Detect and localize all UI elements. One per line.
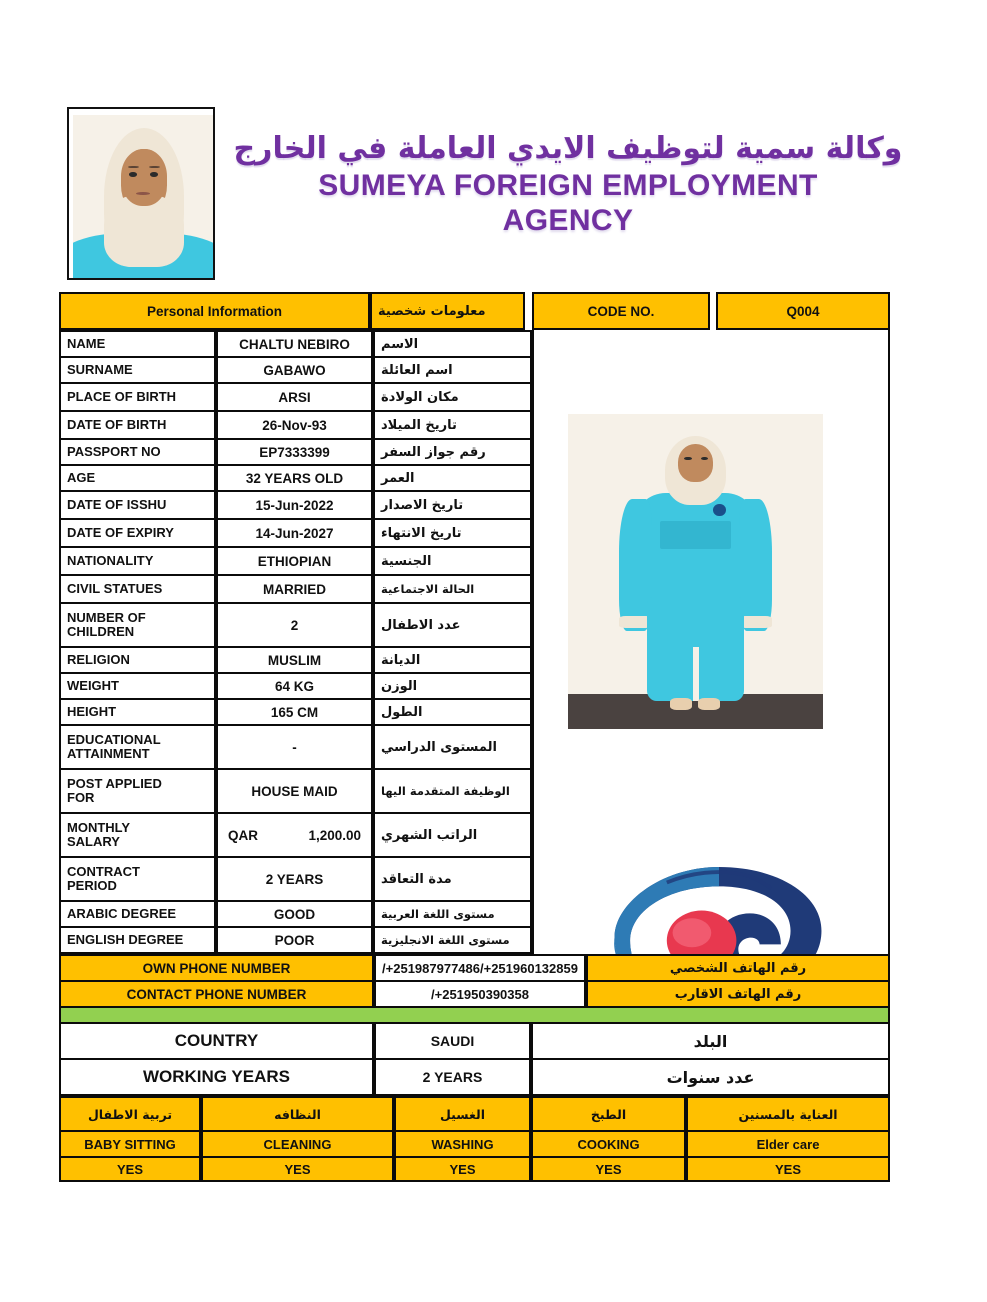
table-row [59, 646, 532, 674]
row-label-arabic: الطول [373, 698, 532, 726]
skill-label-arabic: تربية الاطفال [59, 1096, 201, 1132]
skill-label-english: BABY SITTING [59, 1130, 201, 1158]
row-value: POOR [216, 926, 373, 954]
row-label: SURNAME [59, 356, 216, 384]
row-value: 2 [216, 602, 373, 648]
destination-label: COUNTRY [59, 1022, 374, 1060]
row-label: DATE OF ISSHU [59, 490, 216, 520]
table-row [59, 574, 532, 604]
row-label: DATE OF BIRTH [59, 410, 216, 440]
table-header-band [59, 292, 890, 330]
row-value: 26-Nov-93 [216, 410, 373, 440]
skill-label-arabic: النظافه [201, 1096, 394, 1132]
table-row [59, 724, 532, 770]
row-value: MUSLIM [216, 646, 373, 674]
skill-answer: YES [394, 1156, 531, 1182]
row-value: MARRIED [216, 574, 373, 604]
table-row [59, 900, 532, 928]
personal-information-title: Personal Information [59, 292, 370, 330]
row-label-arabic: الاسم [373, 330, 532, 358]
header-photo-frame [67, 107, 215, 280]
phone-label: OWN PHONE NUMBER [59, 954, 374, 982]
row-label: DATE OF EXPIRY [59, 518, 216, 548]
agency-title-block [218, 132, 918, 238]
table-row [59, 856, 532, 902]
destination-label-arabic: عدد سنوات [531, 1058, 890, 1096]
row-label-arabic: تاريخ الاصدار [373, 490, 532, 520]
row-value: 64 KG [216, 672, 373, 700]
row-label-arabic: اسم العائلة [373, 356, 532, 384]
agency-title-arabic: وكالة سمية لتوظيف الايدي العاملة في الخارج [233, 131, 903, 166]
row-label: RELIGION [59, 646, 216, 674]
destination-value: SAUDI [374, 1022, 531, 1060]
row-label-arabic: المستوى الدراسي [373, 724, 532, 770]
phone-label-arabic: رقم الهاتف الشخصي [586, 954, 890, 982]
destination-row [59, 1058, 890, 1096]
row-value: HOUSE MAID [216, 768, 373, 814]
applicant-fullbody-photo [568, 414, 823, 729]
personal-information-title-arabic: معلومات شخصية [370, 292, 525, 330]
row-label: WEIGHT [59, 672, 216, 700]
green-divider-bar [59, 1008, 890, 1022]
row-label: NATIONALITY [59, 546, 216, 576]
row-label-arabic: مدة التعاقد [373, 856, 532, 902]
row-label: NUMBER OF CHILDREN [59, 602, 216, 648]
skill-label-english: COOKING [531, 1130, 686, 1158]
row-label-arabic: العمر [373, 464, 532, 492]
code-no-value: Q004 [716, 292, 890, 330]
destination-label: WORKING YEARS [59, 1058, 374, 1096]
salary-amount: 1,200.00 [308, 827, 361, 843]
skills-row [59, 1096, 890, 1132]
skill-answer: YES [59, 1156, 201, 1182]
destination-row [59, 1022, 890, 1060]
row-label-arabic: الحالة الاجتماعية [373, 574, 532, 604]
skill-answer: YES [531, 1156, 686, 1182]
table-row [59, 410, 532, 440]
destination-label-arabic: البلد [531, 1022, 890, 1060]
photo-and-logo-panel [532, 330, 890, 1004]
row-label-arabic: الجنسية [373, 546, 532, 576]
row-label: CONTRACT PERIOD [59, 856, 216, 902]
row-label: NAME [59, 330, 216, 358]
row-label-arabic: مستوى اللغة العربية [373, 900, 532, 928]
row-label-arabic: رقم جواز السفر [373, 438, 532, 466]
row-label-arabic: الوزن [373, 672, 532, 700]
table-row [59, 382, 532, 412]
table-row [59, 438, 532, 466]
row-label-arabic: مكان الولادة [373, 382, 532, 412]
table-row [59, 812, 532, 858]
row-value: 14-Jun-2027 [216, 518, 373, 548]
phone-label-arabic: رقم الهاتف الاقارب [586, 980, 890, 1008]
row-label-arabic: مستوى اللغة الانجليزية [373, 926, 532, 954]
skill-label-english: CLEANING [201, 1130, 394, 1158]
phone-value: /+251987977486/+251960132859 [374, 954, 586, 982]
row-value: ETHIOPIAN [216, 546, 373, 576]
row-label-arabic: تاريخ الميلاد [373, 410, 532, 440]
table-row [59, 356, 532, 384]
row-label: POST APPLIED FOR [59, 768, 216, 814]
code-no-label: CODE NO. [532, 292, 710, 330]
phone-row [59, 954, 890, 982]
phone-label: CONTACT PHONE NUMBER [59, 980, 374, 1008]
row-value [216, 812, 373, 858]
skill-label-arabic: الطبخ [531, 1096, 686, 1132]
phone-value: /+251950390358 [374, 980, 586, 1008]
row-label: PLACE OF BIRTH [59, 382, 216, 412]
table-row [59, 926, 532, 954]
row-label: PASSPORT NO [59, 438, 216, 466]
row-value: CHALTU NEBIRO [216, 330, 373, 358]
row-value: - [216, 724, 373, 770]
table-row [59, 330, 532, 358]
table-row [59, 602, 532, 648]
row-label-arabic: عدد الاطفال [373, 602, 532, 648]
table-row [59, 672, 532, 700]
row-label: HEIGHT [59, 698, 216, 726]
document-header [0, 0, 987, 292]
salary-currency: QAR [228, 827, 258, 843]
row-value: GOOD [216, 900, 373, 928]
row-value: 2 YEARS [216, 856, 373, 902]
row-value: 165 CM [216, 698, 373, 726]
row-label: ENGLISH DEGREE [59, 926, 216, 954]
row-value: EP7333399 [216, 438, 373, 466]
agency-title-english-line2: AGENCY [502, 203, 634, 237]
row-label-arabic: الديانة [373, 646, 532, 674]
skills-row [59, 1156, 890, 1182]
row-value: 32 YEARS OLD [216, 464, 373, 492]
table-row [59, 698, 532, 726]
skill-label-english: Elder care [686, 1130, 890, 1158]
row-value: GABAWO [216, 356, 373, 384]
row-value: ARSI [216, 382, 373, 412]
table-row [59, 518, 532, 548]
row-value: 15-Jun-2022 [216, 490, 373, 520]
table-row [59, 768, 532, 814]
row-label: CIVIL STATUES [59, 574, 216, 604]
row-label-arabic: الوظيفة المتقدمة اليها [373, 768, 532, 814]
row-label: MONTHLY SALARY [59, 812, 216, 858]
skill-label-arabic: العناية بالمسنين [686, 1096, 890, 1132]
table-row [59, 464, 532, 492]
skill-label-arabic: الغسيل [394, 1096, 531, 1132]
skill-label-english: WASHING [394, 1130, 531, 1158]
row-label: ARABIC DEGREE [59, 900, 216, 928]
skill-answer: YES [686, 1156, 890, 1182]
row-label-arabic: تاريخ الانتهاء [373, 518, 532, 548]
row-label-arabic: الراتب الشهري [373, 812, 532, 858]
skill-answer: YES [201, 1156, 394, 1182]
row-label: AGE [59, 464, 216, 492]
agency-title-english-line1: SUMEYA FOREIGN EMPLOYMENT [318, 168, 818, 202]
skills-row [59, 1130, 890, 1158]
destination-value: 2 YEARS [374, 1058, 531, 1096]
table-row [59, 546, 532, 576]
header-spacer [525, 292, 532, 330]
row-label: EDUCATIONAL ATTAINMENT [59, 724, 216, 770]
applicant-headshot-photo [73, 115, 213, 278]
table-row [59, 490, 532, 520]
agency-title-english [218, 168, 918, 239]
phone-row [59, 980, 890, 1008]
